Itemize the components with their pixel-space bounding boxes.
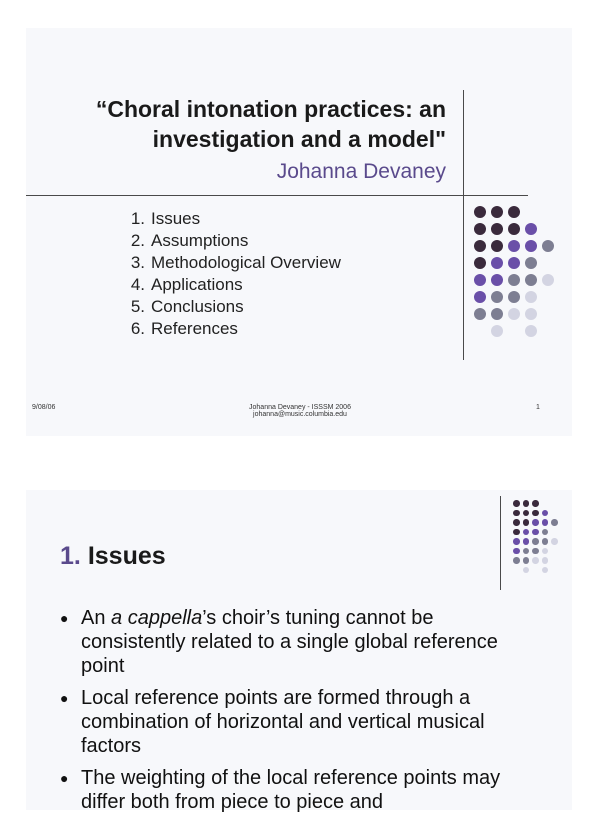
decorative-dot: [513, 538, 520, 545]
decorative-dot: [532, 529, 539, 536]
decorative-dot: [525, 308, 537, 320]
agenda-item: [118, 208, 341, 230]
decorative-dot: [542, 510, 549, 517]
decorative-dot: [523, 510, 530, 517]
decorative-dot: [491, 308, 503, 320]
decorative-dot: [532, 500, 539, 507]
agenda-number: 5.: [130, 297, 145, 316]
footer-email: johanna@music.columbia.edu: [253, 411, 347, 418]
decorative-dot: [491, 291, 503, 303]
agenda-item: [118, 318, 341, 340]
agenda-item: [118, 230, 341, 252]
decorative-dot: [513, 510, 520, 517]
slide-title-line-1: “Choral intonation practices: an: [95, 96, 446, 122]
bullet-italic-text: a cappella: [111, 607, 203, 629]
decorative-dot: [542, 274, 554, 286]
decorative-dot: [542, 548, 549, 555]
decorative-dot: [532, 538, 539, 545]
decorative-dot: [508, 308, 520, 320]
decorative-dot: [474, 223, 486, 235]
agenda-label: Issues: [151, 209, 201, 228]
decorative-dot: [508, 291, 520, 303]
decorative-dot: [513, 557, 520, 564]
bullet-text: Local reference points are formed through a combination of horizontal and vertical musical factors: [81, 687, 485, 757]
footer-presenter: Johanna Devaney - ISSSM 2006: [249, 404, 351, 411]
author-name: Johanna Devaney: [276, 160, 446, 183]
bullet-text: ’s choir’s tuning cannot be consistently related to a single global reference point: [81, 607, 498, 677]
decorative-dot: [525, 291, 537, 303]
agenda-item: [118, 296, 341, 318]
decorative-dot: [523, 557, 530, 564]
agenda-label: Conclusions: [151, 297, 244, 316]
decorative-dot: [474, 240, 486, 252]
page-number: 1: [536, 404, 540, 411]
decorative-dot: [532, 510, 539, 517]
decorative-dot: [474, 308, 486, 320]
agenda-label: Applications: [151, 275, 243, 294]
bullet-item: [60, 686, 540, 758]
decorative-dot: [523, 548, 530, 555]
decorative-dot: [532, 557, 539, 564]
vertical-rule: [463, 90, 464, 360]
decorative-dot: [523, 538, 530, 545]
decorative-dot: [491, 223, 503, 235]
slide-title-text: Issues: [87, 542, 166, 570]
decorative-dot: [491, 206, 503, 218]
decorative-dot: [542, 538, 549, 545]
decorative-dot: [508, 274, 520, 286]
bullet-list: [60, 606, 540, 822]
decorative-dot: [513, 548, 520, 555]
decorative-dot: [508, 223, 520, 235]
decorative-dot: [508, 206, 520, 218]
decorative-dot: [523, 567, 530, 574]
slide-title: [60, 542, 166, 571]
slide-title-number: 1.: [60, 542, 81, 570]
decorative-dot: [474, 206, 486, 218]
bullet-dot-icon: ●: [60, 690, 69, 706]
decorative-dot: [532, 519, 539, 526]
decorative-dot: [523, 500, 530, 507]
decorative-dot: [474, 291, 486, 303]
decorative-dot: [525, 223, 537, 235]
decorative-dot: [523, 519, 530, 526]
decorative-dot: [508, 240, 520, 252]
agenda-list: [118, 208, 341, 340]
decorative-dot: [491, 257, 503, 269]
decorative-dot: [525, 240, 537, 252]
decorative-dot: [513, 500, 520, 507]
footer-date: 9/08/06: [32, 404, 56, 411]
decorative-dot: [525, 325, 537, 337]
decorative-dot: [491, 274, 503, 286]
slide-2: [26, 490, 572, 813]
decorative-dot: [542, 519, 549, 526]
bullet-dot-icon: ●: [60, 770, 69, 786]
decorative-dot: [542, 529, 549, 536]
decorative-dot: [523, 529, 530, 536]
agenda-number: 6.: [130, 319, 145, 338]
decorative-dot: [542, 557, 549, 564]
decorative-dot: [491, 325, 503, 337]
agenda-number: 3.: [130, 253, 145, 272]
footer-center: [221, 404, 379, 418]
bullet-item: [60, 606, 540, 678]
decorative-dot: [513, 529, 520, 536]
agenda-number: 1.: [130, 209, 145, 228]
decorative-dot: [551, 519, 558, 526]
decorative-dot: [525, 257, 537, 269]
agenda-label: Assumptions: [151, 231, 249, 250]
horizontal-rule: [26, 195, 528, 196]
bullet-text: The weighting of the local reference points may differ both from piece to piece and: [81, 767, 501, 813]
decorative-dot: [474, 257, 486, 269]
agenda-number: 4.: [130, 275, 145, 294]
slide-1: [26, 28, 572, 436]
bullet-text: An: [81, 607, 112, 629]
bullet-item: [60, 766, 540, 814]
agenda-number: 2.: [130, 231, 145, 250]
decorative-dot: [551, 538, 558, 545]
decorative-dot: [532, 548, 539, 555]
vertical-rule: [500, 496, 501, 590]
bullet-dot-icon: ●: [60, 610, 69, 626]
decorative-dot: [542, 240, 554, 252]
decorative-dot: [525, 274, 537, 286]
decorative-dot: [508, 257, 520, 269]
agenda-label: References: [151, 319, 238, 338]
agenda-item: [118, 252, 341, 274]
slide-title-line-2: investigation and a model": [152, 126, 446, 152]
decorative-dot: [491, 240, 503, 252]
agenda-label: Methodological Overview: [151, 253, 341, 272]
agenda-item: [118, 274, 341, 296]
decorative-dot: [542, 567, 549, 574]
decorative-dot: [474, 274, 486, 286]
decorative-dot: [513, 519, 520, 526]
